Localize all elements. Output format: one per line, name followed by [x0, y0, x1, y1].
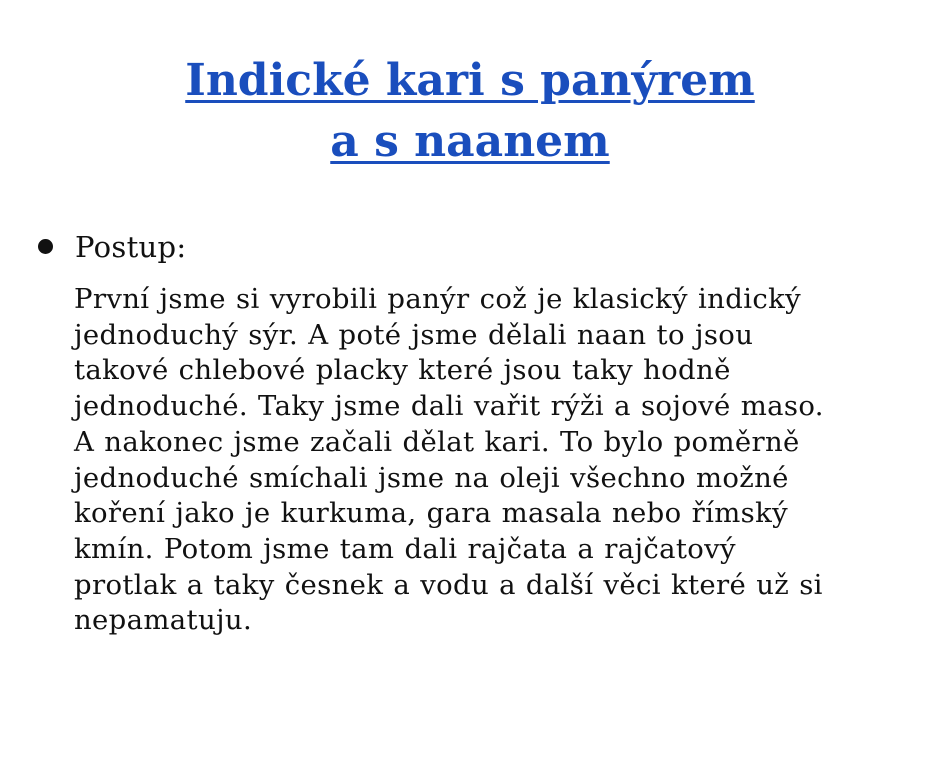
paragraph-line: koření jako je kurkuma, gara masala nebo římský — [74, 497, 789, 530]
paragraph-line: A nakonec jsme začali dělat kari. To bylo poměrně — [74, 425, 800, 458]
bullet-label: Postup: — [75, 230, 187, 264]
paragraph-line: takové chlebové placky které jsou taky hodně — [74, 354, 731, 387]
paragraph-line: nepamatuju. — [74, 604, 253, 637]
paragraph-line: První jsme si vyrobili panýr což je klasický indický — [74, 283, 801, 315]
paragraph-line: jednoduchý sýr. A poté jsme dělali naan to jsou — [74, 318, 754, 351]
paragraph-line: kmín. Potom jsme tam dali rajčata a rajčatový — [74, 532, 736, 565]
body-paragraph — [38, 282, 938, 639]
paragraph-line: protlak a taky česnek a vodu a další věci které už si — [74, 568, 823, 601]
paragraph-line: jednoduché. Taky jsme dali vařit rýži a sojové maso. — [74, 390, 824, 423]
bullet-list — [38, 224, 938, 639]
paragraph-line: jednoduché smíchali jsme na oleji všechno možné — [74, 461, 789, 494]
page-title — [0, 50, 940, 172]
title-link-line-1[interactable]: Indické kari s panýrem — [185, 55, 755, 106]
bullet-item-postup — [38, 224, 938, 270]
title-link-line-2[interactable]: a s naanem — [330, 116, 610, 167]
bullet-dot-icon — [38, 239, 53, 254]
